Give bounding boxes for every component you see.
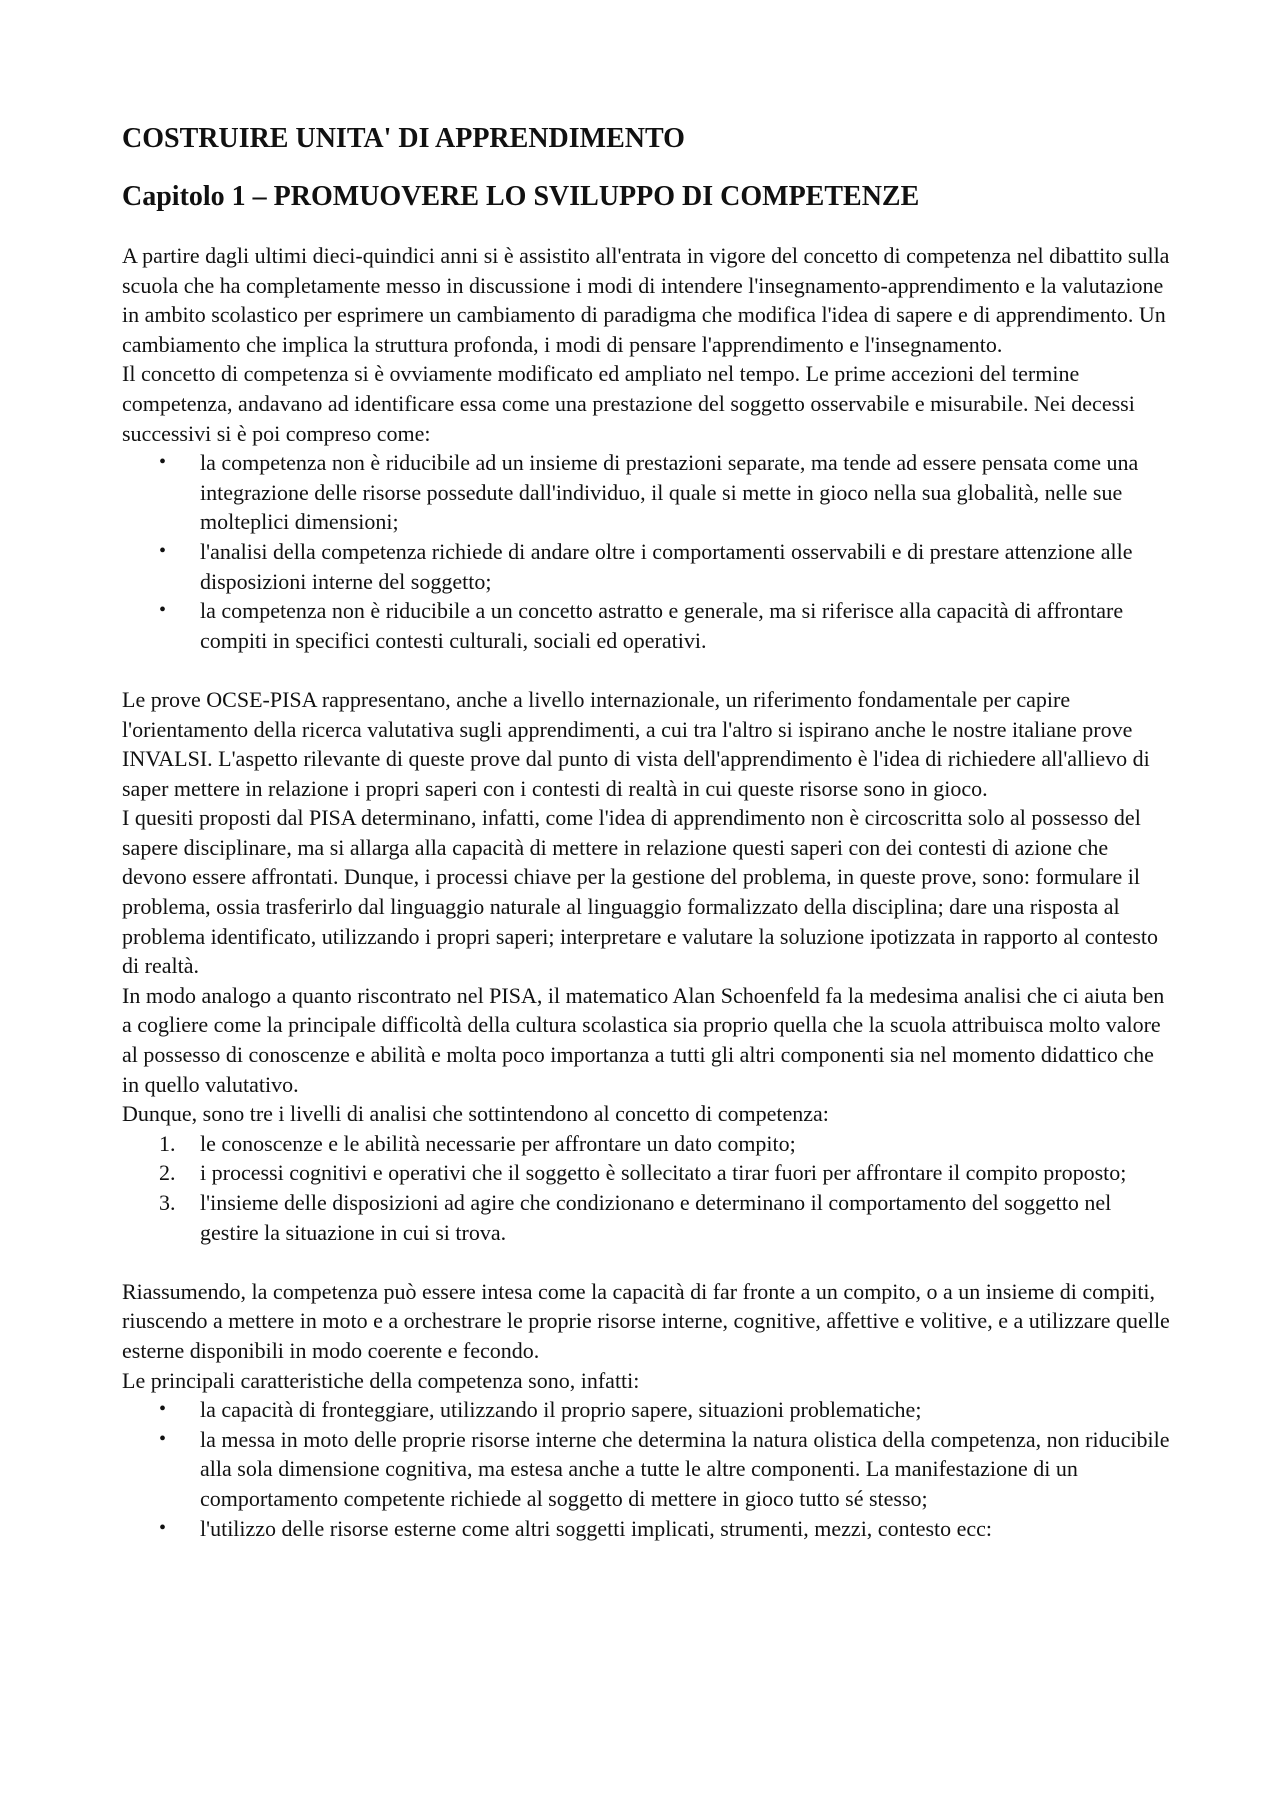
bullet-list [122, 448, 1170, 655]
bullet-icon: • [159, 1516, 167, 1539]
list-number: 3. [159, 1190, 176, 1215]
list-item [122, 1425, 1170, 1514]
paragraph: Le principali caratteristiche della competenza sono, infatti: [122, 1367, 640, 1393]
list-item [122, 1129, 1170, 1159]
list-item [122, 1158, 1170, 1188]
list-item [122, 1188, 1170, 1247]
paragraph: I quesiti proposti dal PISA determinano, infatti, come l'idea di apprendimento non è circoscritta solo al possesso del sapere disciplinare, ma si allarga alla capacità di mettere in relazione questi saperi con dei contesti di azione che devono essere affrontati. Dunque, i processi chiave per la gestione del problema, in queste prove, sono: formulare il problema, ossia trasferirlo dal linguaggio naturale al linguaggio formalizzato della disciplina; dare una risposta al problema identificato, utilizzando i propri saperi; interpretare e valutare la soluzione ipotizzata in rapporto al contesto di realtà. [122, 805, 1159, 979]
paragraph: A partire dagli ultimi dieci-quindici anni si è assistito all'entrata in vigore del concetto di competenza nel dibattito sulla scuola che ha completamente messo in discussione i modi di intendere l'insegnamento-apprendimento e la valutazione in ambito scolastico per esprimere un cambiamento di paradigma che modifica l'idea di sapere e di apprendimento. Un cambiamento che implica la struttura profonda, i modi di pensare l'apprendimento e l'insegnamento. [122, 243, 1170, 357]
list-item-text: l'utilizzo delle risorse esterne come altri soggetti implicati, strumenti, mezzi, contesto ecc: [200, 1515, 993, 1541]
list-item [122, 596, 1170, 655]
paragraph: Le prove OCSE-PISA rappresentano, anche a livello internazionale, un riferimento fondamentale per capire l'orientamento della ricerca valutativa sugli apprendimenti, a cui tra l'altro si ispirano anche le nostre italiane prove INVALSI. L'aspetto rilevante di queste prove dal punto di vista dell'apprendimento è l'idea di richiedere all'allievo di saper mettere in relazione i propri saperi con i contesti di realtà in cui queste risorse sono in gioco. [122, 686, 1150, 801]
paragraph: Riassumendo, la competenza può essere intesa come la capacità di far fronte a un compito, o a un insieme di compiti, riuscendo a mettere in moto e a orchestrare le proprie risorse interne, cognitive, affettive e volitive, e a utilizzare quelle esterne disponibili in modo coerente e fecondo. [122, 1278, 1170, 1363]
list-item-text: le conoscenze e le abilità necessarie per affrontare un dato compito; [200, 1130, 796, 1156]
bullet-list [122, 1395, 1170, 1543]
paragraph: In modo analogo a quanto riscontrato nel PISA, il matematico Alan Schoenfeld fa la medesima analisi che ci aiuta ben a cogliere come la principale difficoltà della cultura scolastica sia proprio quella che la scuola attribuisca molto valore al possesso di conoscenze e abilità e molta poco importanza a tutti gli altri componenti sia nel momento didattico che in quello valutativo. [122, 982, 1165, 1097]
list-item [122, 448, 1170, 537]
bullet-icon: • [159, 1398, 167, 1421]
bullet-icon: • [159, 451, 167, 474]
bullet-icon: • [159, 539, 167, 562]
paragraph: Dunque, sono tre i livelli di analisi che sottintendono al concetto di competenza: [122, 1101, 829, 1127]
numbered-list [122, 1129, 1170, 1247]
list-item [122, 1395, 1170, 1425]
blank-line [122, 1247, 1170, 1277]
list-item-text: la competenza non è riducibile ad un insieme di prestazioni separate, ma tende ad essere pensata come una integrazione delle risorse possedute dall'individuo, il quale si mette in gioco nella sua globalità, nelle sue molteplici dimensioni; [200, 450, 1139, 535]
list-item-text: l'analisi della competenza richiede di andare oltre i comportamenti osservabili e di prestare attenzione alle disposizioni interne del soggetto; [200, 538, 1133, 594]
list-item [122, 1514, 1170, 1544]
list-item-text: la capacità di fronteggiare, utilizzando il proprio sapere, situazioni problematiche; [200, 1397, 922, 1423]
list-number: 1. [159, 1130, 176, 1156]
list-item-text: i processi cognitivi e operativi che il soggetto è sollecitato a tirar fuori per affrontare il compito proposto; [200, 1160, 1127, 1186]
document-title: COSTRUIRE UNITA' DI APPRENDIMENTO [122, 123, 685, 154]
list-item-text: la messa in moto delle proprie risorse interne che determina la natura olistica della competenza, non riducibile alla sola dimensione cognitiva, ma estesa anche a tutte le altre componenti. La manifestazione di un comportamento competente richiede al soggetto di mettere in gioco tutto sé stesso; [200, 1426, 1170, 1511]
list-item-text: la competenza non è riducibile a un concetto astratto e generale, ma si riferisce alla capacità di affrontare compiti in specifici contesti culturali, sociali ed operativi. [200, 598, 1124, 653]
chapter-heading: Capitolo 1 – PROMUOVERE LO SVILUPPO DI COMPETENZE [122, 181, 920, 212]
blank-line [122, 655, 1170, 685]
list-item-text: l'insieme delle disposizioni ad agire che condizionano e determinano il comportamento del soggetto nel gestire la situazione in cui si trova. [200, 1190, 1112, 1245]
bullet-icon: • [159, 1427, 167, 1450]
list-number: 2. [159, 1160, 176, 1186]
list-item [122, 537, 1170, 596]
paragraph: Il concetto di competenza si è ovviamente modificato ed ampliato nel tempo. Le prime accezioni del termine competenza, andavano ad identificare essa come una prestazione del soggetto osservabile e misurabile. Nei decessi successivi si è poi compreso come: [122, 361, 1135, 446]
bullet-icon: • [159, 599, 167, 622]
